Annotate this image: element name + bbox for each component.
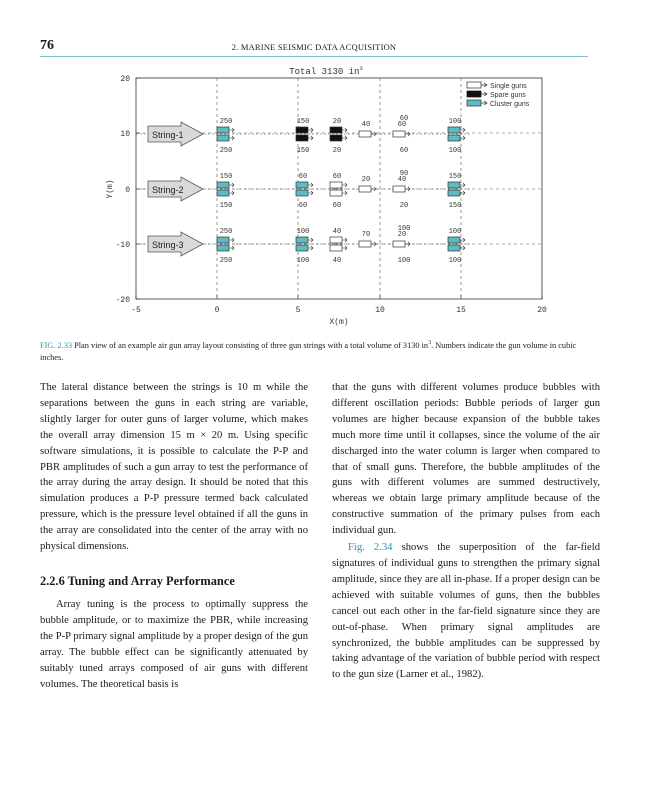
gun-cluster-icon xyxy=(448,237,460,243)
gun-volume-label: 100 xyxy=(448,257,462,265)
gun-cluster-icon xyxy=(296,237,308,243)
gun-volume-label: 60 xyxy=(332,202,342,210)
gun-volume-label: 40 xyxy=(397,176,407,184)
gun-arrow-icon xyxy=(342,238,347,242)
gun-volume-label: 100 xyxy=(296,228,310,236)
gun-arrow-icon xyxy=(308,246,313,250)
gun-volume-label: 40 xyxy=(332,228,342,236)
figure-gun-array-plan xyxy=(0,0,648,336)
x-tick-label: 5 xyxy=(295,306,301,315)
gun-single-icon xyxy=(330,190,342,196)
right-paragraph-2-text: shows the superposition of the far-field signatures of individual guns to strengthen the primary signal amplitude, since they are all in-phase. If a proper design can be achieved with suitable volumes of guns, then the bubbles cancel out each other in the far-field signature since they are out-of-phase. When primary signal amplitudes are synchronized, the bubble amplitudes can be suppressed by taking advantage of the variation of bubble period with respect to the gun size (Larner et al., 1982). xyxy=(332,542,600,681)
gun-volume-label: 250 xyxy=(219,257,233,265)
gun-volume-label: 60 xyxy=(399,115,409,123)
gun-arrow-icon xyxy=(308,136,313,140)
caption-label: FIG. 2.33 xyxy=(40,340,73,350)
gun-cluster-icon xyxy=(448,127,460,133)
caption-sup: 3 xyxy=(428,340,432,346)
y-tick-label: 20 xyxy=(120,75,130,84)
gun-volume-label: 60 xyxy=(332,173,342,181)
gun-arrow-icon xyxy=(229,238,234,242)
gun-arrow-icon xyxy=(342,136,347,140)
gun-volume-label: 100 xyxy=(448,118,462,126)
gun-arrow-icon xyxy=(342,128,347,132)
gun-cluster-icon xyxy=(296,182,308,188)
gun-cluster-icon xyxy=(448,190,460,196)
gun-cluster-icon xyxy=(217,245,229,251)
x-tick-label: 0 xyxy=(214,306,220,315)
gun-spare-icon xyxy=(296,127,308,133)
gun-arrow-icon xyxy=(229,246,234,250)
running-title: 2. MARINE SEISMIC DATA ACQUISITION xyxy=(231,42,397,52)
plot-title: Total 3130 $in^3$ xyxy=(289,65,363,77)
gun-volume-label: 250 xyxy=(219,118,233,126)
figure-caption xyxy=(40,337,588,364)
gun-arrow-icon xyxy=(405,187,410,191)
section-heading: 2.2.6 Tuning and Array Performance xyxy=(40,573,235,588)
gun-arrow-icon xyxy=(342,246,347,250)
legend-spare-swatch xyxy=(467,91,481,97)
y-tick-label: -10 xyxy=(115,241,130,250)
gun-arrow-icon xyxy=(342,183,347,187)
x-tick-label: -5 xyxy=(131,306,141,315)
gun-arrow-icon xyxy=(405,132,410,136)
gun-volume-label: 60 xyxy=(399,147,409,155)
gun-single-icon xyxy=(330,245,342,251)
y-tick-label: 0 xyxy=(125,186,130,195)
gun-spare-icon xyxy=(330,135,342,141)
gun-volume-label: 250 xyxy=(219,228,233,236)
page-number: 76 xyxy=(40,38,54,53)
gun-volume-label: 100 xyxy=(448,228,462,236)
legend-spare-label: Spare guns xyxy=(490,92,526,99)
string-3-label: String-3 xyxy=(152,240,184,250)
left-paragraph-2: Array tuning is the process to optimally suppress the bubble amplitude, or to maximize the PBR, while increasing the P-P primary signal amplitude by a proper design of the gun array. The bubble effect can be significantly attenuated by suitably tuned arrays composed of air guns with different volumes. The theoretical basis is xyxy=(40,598,308,690)
gun-single-icon xyxy=(393,241,405,247)
string-2-label: String-2 xyxy=(152,185,184,195)
gun-volume-label: 60 xyxy=(298,173,308,181)
gun-volume-label: 150 xyxy=(296,118,310,126)
gun-volume-label: 40 xyxy=(361,121,371,129)
gun-cluster-icon xyxy=(217,127,229,133)
gun-volume-label: 20 xyxy=(332,147,342,155)
y-tick-label: -20 xyxy=(115,296,130,305)
gun-volume-label: 20 xyxy=(332,118,342,126)
figure-link[interactable]: Fig. 2.34 xyxy=(348,542,393,554)
gun-single-icon xyxy=(359,186,371,192)
gun-volume-label: 60 xyxy=(397,121,407,129)
gun-arrow-icon xyxy=(308,128,313,132)
gun-cluster-icon xyxy=(448,245,460,251)
gun-spare-icon xyxy=(296,135,308,141)
gun-single-icon xyxy=(359,131,371,137)
x-tick-label: 20 xyxy=(537,306,547,315)
legend-single-swatch xyxy=(467,82,481,88)
gun-arrow-icon xyxy=(229,128,234,132)
caption-end: . Numbers indicate the gun volume in cubic inches. xyxy=(40,340,577,362)
gun-arrow-icon xyxy=(229,136,234,140)
gun-single-icon xyxy=(393,186,405,192)
gun-volume-label: 100 xyxy=(397,225,411,233)
gun-volume-label: 150 xyxy=(219,173,233,181)
gun-volume-label: 20 xyxy=(397,231,407,239)
gun-volume-label: 150 xyxy=(296,147,310,155)
gun-arrow-icon xyxy=(371,187,376,191)
gun-volume-label: 60 xyxy=(298,202,308,210)
left-column xyxy=(40,380,308,692)
x-axis-label: X(m) xyxy=(329,318,349,327)
gun-single-icon xyxy=(330,182,342,188)
gun-arrow-icon xyxy=(371,242,376,246)
gun-arrow-icon xyxy=(308,191,313,195)
gun-arrow-icon xyxy=(229,191,234,195)
gun-cluster-icon xyxy=(448,135,460,141)
gun-single-icon xyxy=(359,241,371,247)
gun-spare-icon xyxy=(330,127,342,133)
y-axis-label: Y(m) xyxy=(106,179,115,199)
gun-cluster-icon xyxy=(448,182,460,188)
gun-cluster-icon xyxy=(296,245,308,251)
gun-arrow-icon xyxy=(308,238,313,242)
gun-single-icon xyxy=(393,131,405,137)
gun-cluster-icon xyxy=(217,182,229,188)
x-tick-label: 10 xyxy=(375,306,385,315)
legend-cluster-swatch xyxy=(467,100,481,106)
gun-cluster-icon xyxy=(217,237,229,243)
gun-volume-label: 250 xyxy=(219,147,233,155)
gun-volume-label: 150 xyxy=(219,202,233,210)
gun-volume-label: 100 xyxy=(397,257,411,265)
string-1-label: String-1 xyxy=(152,130,184,140)
legend-single-label: Single guns xyxy=(490,83,527,90)
gun-volume-label: 70 xyxy=(361,231,371,239)
legend-cluster-label: Cluster guns xyxy=(490,101,530,108)
gun-cluster-icon xyxy=(217,135,229,141)
gun-arrow-icon xyxy=(371,132,376,136)
gun-arrow-icon xyxy=(229,183,234,187)
gun-cluster-icon xyxy=(296,190,308,196)
gun-volume-label: 40 xyxy=(332,257,342,265)
gun-volume-label: 150 xyxy=(448,202,462,210)
gun-cluster-icon xyxy=(217,190,229,196)
right-paragraph-1: that the guns with different volumes produce bubbles with different oscillation periods: Bubble periods of larger gun volumes are higher because expansion of the bubble takes much more time until it collapses, since the volume of the air discharged into the water column is larger when compared to that of small guns. Therefore, the bubble amplitudes of the guns with different volumes are summed destructively, whereas we obtain large primary amplitude because of the constructive summation of the primary pulses from each individual gun. xyxy=(332,382,600,537)
gun-single-icon xyxy=(330,237,342,243)
right-paragraph-2 xyxy=(332,540,600,683)
gun-volume-label: 20 xyxy=(361,176,371,184)
gun-arrow-icon xyxy=(405,242,410,246)
gun-volume-label: 150 xyxy=(448,173,462,181)
legend xyxy=(467,82,530,108)
caption-text: Plan view of an example air gun array layout consisting of three gun strings with a total volume of 3130 in xyxy=(74,340,429,350)
gun-volume-label: 100 xyxy=(448,147,462,155)
gun-array xyxy=(217,115,465,265)
gun-volume-label: 100 xyxy=(296,257,310,265)
gun-volume-label: 90 xyxy=(399,170,409,178)
left-paragraph-1: The lateral distance between the strings is 10 m while the separations between the guns in each string are variable, slightly larger for outer guns of larger volume, which makes the overall array dimension 15 m × 20 m. Using specific software simulations, it is possible to calculate the P-P and PBR amplitudes of such a gun array to test the performance of the array during the array design. It should be noted that this simulation produces a P-P pressure termed back calculated pressure, which is the pressure level obtained if all the guns in the array are consolidated into the center of the array with no physical dimensions. xyxy=(40,382,308,553)
right-column xyxy=(332,380,600,683)
x-tick-label: 15 xyxy=(456,306,466,315)
gun-arrow-icon xyxy=(342,191,347,195)
gun-arrow-icon xyxy=(308,183,313,187)
y-tick-label: 10 xyxy=(120,130,130,139)
gun-volume-label: 20 xyxy=(399,202,409,210)
